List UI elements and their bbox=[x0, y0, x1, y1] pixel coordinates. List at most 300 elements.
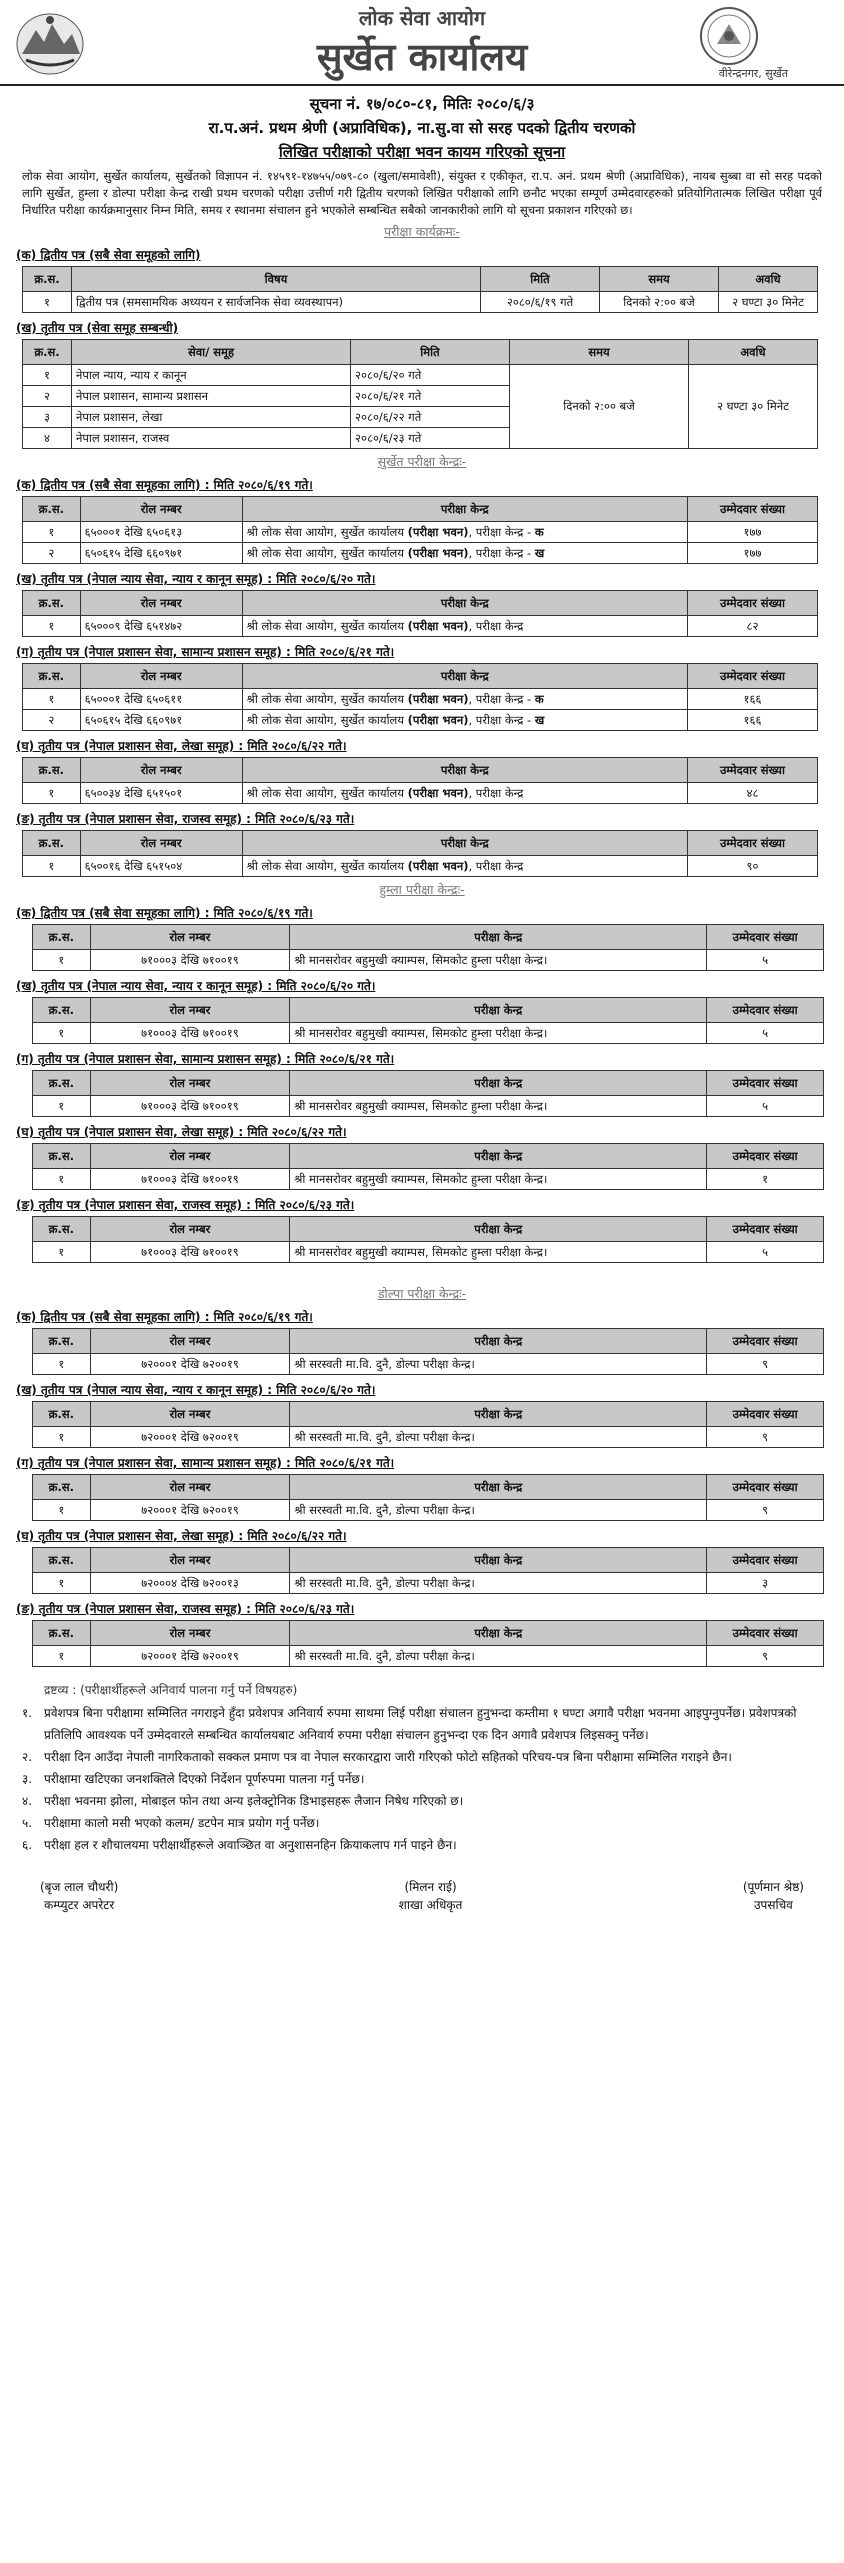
col-roll: रोल नम्बर bbox=[90, 1217, 290, 1242]
schedule-paper2-title: (क) द्वितीय पत्र (सबै सेवा समूहको लागि) bbox=[16, 248, 201, 262]
note-number: ४. bbox=[22, 1794, 33, 1808]
col-date: मिति bbox=[481, 267, 600, 292]
cell-center: श्री सरस्वती मा.वि. दुनै, डोल्पा परीक्षा केन्द्र। bbox=[290, 1500, 707, 1521]
dolpa-table-wrap bbox=[32, 1474, 844, 1521]
cell-roll: ६५०६१५ देखि ६६०९७१ bbox=[80, 710, 242, 731]
exam-hall-label: (परीक्षा भवन) bbox=[407, 691, 469, 706]
col-count: उम्मेदवार संख्या bbox=[707, 1144, 824, 1169]
col-roll: रोल नम्बर bbox=[80, 831, 242, 856]
note-text: परीक्षामा खटिएका जनशक्तिले दिएको निर्देशन पूर्णरुपमा पालना गर्नु पर्नेछ। bbox=[44, 1772, 365, 1786]
cell-sn: १ bbox=[33, 1169, 91, 1190]
schedule-paper3-title: (ख) तृतीय पत्र (सेवा समूह सम्बन्धी) bbox=[16, 321, 179, 335]
table-row bbox=[33, 1242, 824, 1263]
humla-group-title: (ङ) तृतीय पत्र (नेपाल प्रशासन सेवा, राजस्व समूह) : मिति २०८०/६/२३ गते। bbox=[16, 1198, 355, 1212]
col-roll: रोल नम्बर bbox=[90, 998, 290, 1023]
dolpa-center-table bbox=[32, 1401, 824, 1448]
table-header-row bbox=[33, 1475, 824, 1500]
signatory-name: (बृज लाल चौधरी) bbox=[40, 1880, 119, 1894]
center-label: , परीक्षा केन्द्र - bbox=[468, 524, 535, 539]
col-center: परीक्षा केन्द्र bbox=[242, 664, 687, 689]
cell-center: श्री सरस्वती मा.वि. दुनै, डोल्पा परीक्षा केन्द्र। bbox=[290, 1573, 707, 1594]
table-header-row bbox=[33, 1071, 824, 1096]
col-roll: रोल नम्बर bbox=[80, 591, 242, 616]
table-row bbox=[33, 950, 824, 971]
col-count: उम्मेदवार संख्या bbox=[707, 998, 824, 1023]
table-row bbox=[33, 1354, 824, 1375]
signature-block bbox=[40, 1878, 118, 1914]
table-row bbox=[23, 292, 818, 313]
surkhet-table-wrap bbox=[22, 830, 844, 877]
note-item bbox=[22, 1790, 822, 1812]
dolpa-group-title: (क) द्वितीय पत्र (सबै सेवा समूहका लागि) : मिति २०८०/६/१९ गते। bbox=[16, 1310, 313, 1324]
cell-roll: ७१०००३ देखि ७१००१९ bbox=[90, 1242, 290, 1263]
note-number: १. bbox=[22, 1706, 33, 1720]
table-header-row bbox=[23, 497, 818, 522]
table-header-row bbox=[33, 1621, 824, 1646]
cell-center bbox=[242, 689, 687, 710]
cell-sn: १ bbox=[23, 856, 81, 877]
note-number: ३. bbox=[22, 1772, 33, 1786]
cell-roll: ७२०००१ देखि ७२००१९ bbox=[90, 1500, 290, 1521]
dolpa-center-heading: डोल्पा परीक्षा केन्द्रः- bbox=[377, 1286, 467, 1301]
surkhet-center-table bbox=[22, 496, 818, 564]
cell-roll: ७१०००३ देखि ७१००१९ bbox=[90, 950, 290, 971]
table-row bbox=[33, 1169, 824, 1190]
surkhet-center-table bbox=[22, 663, 818, 731]
col-count: उम्मेदवार संख्या bbox=[707, 1329, 824, 1354]
center-name: श्री लोक सेवा आयोग, सुर्खेत कार्यालय bbox=[246, 545, 408, 560]
surkhet-table-wrap bbox=[22, 663, 844, 731]
note-item bbox=[22, 1834, 822, 1856]
surkhet-table-wrap bbox=[22, 590, 844, 637]
cell-count: ९० bbox=[687, 856, 817, 877]
table-header-row bbox=[23, 664, 818, 689]
surkhet-group-title: (घ) तृतीय पत्र (नेपाल प्रशासन सेवा, लेखा समूह) : मिति २०८०/६/२२ गते। bbox=[16, 739, 347, 753]
table-row bbox=[33, 1023, 824, 1044]
col-roll: रोल नम्बर bbox=[90, 1071, 290, 1096]
humla-table-wrap bbox=[32, 1143, 844, 1190]
cell-sn: २ bbox=[23, 386, 72, 407]
col-center: परीक्षा केन्द्र bbox=[290, 1402, 707, 1427]
humla-group-title: (क) द्वितीय पत्र (सबै सेवा समूहका लागि) : मिति २०८०/६/१९ गते। bbox=[16, 906, 313, 920]
col-sn: क्र.स. bbox=[23, 497, 81, 522]
col-center: परीक्षा केन्द्र bbox=[290, 1217, 707, 1242]
cell-sn: १ bbox=[23, 616, 81, 637]
col-roll: रोल नम्बर bbox=[80, 664, 242, 689]
table-row bbox=[23, 783, 818, 804]
table-header-row bbox=[33, 998, 824, 1023]
cell-time: दिनको २:०० बजे bbox=[600, 292, 719, 313]
exam-hall-label: (परीक्षा भवन) bbox=[407, 785, 469, 800]
surkhet-center-table bbox=[22, 757, 818, 804]
cell-service: नेपाल प्रशासन, लेखा bbox=[72, 407, 351, 428]
exam-hall-label: (परीक्षा भवन) bbox=[407, 858, 469, 873]
cell-duration: २ घण्टा ३० मिनेट bbox=[689, 365, 818, 449]
col-subject: विषय bbox=[72, 267, 481, 292]
cell-sn: १ bbox=[23, 365, 72, 386]
notice-intro: लोक सेवा आयोग, सुर्खेत कार्यालय, सुर्खेतको विज्ञापन नं. १४५९१-१४७५५/०७९-८० (खुला/समावेशी), संयुक्त र एकीकृत, रा.प. अनं. प्रथम श्रेणी (अप्राविधिक), नायब सुब्बा वा सो सरह पदको लागि सुर्खेत, हुम्ला र डोल्पा परीक्षा केन्द्र राखी प्रथम चरणको परीक्षा उत्तीर्ण गरी द्वितीय चरणको लिखित परीक्षाको लागि छनौट भएका सम्पूर्ण उम्मेदवारहरुको प्रतियोगितात्मक लिखित परीक्षा पूर्व निर्धारित परीक्षा कार्यक्रमानुसार निम्न मिति, समय र स्थानमा संचालन हुने भएकोले सम्बन्धित सबैको जानकारीको लागि यो सूचना प्रकाशन गरिएको छ। bbox=[22, 169, 822, 217]
dolpa-group-title: (ङ) तृतीय पत्र (नेपाल प्रशासन सेवा, राजस्व समूह) : मिति २०८०/६/२३ गते। bbox=[16, 1602, 355, 1616]
cell-count: ९ bbox=[707, 1354, 824, 1375]
cell-center: श्री मानसरोवर बहुमुखी क्याम्पस, सिमकोट हुम्ला परीक्षा केन्द्र। bbox=[290, 950, 707, 971]
dolpa-center-table bbox=[32, 1547, 824, 1594]
table-row bbox=[33, 1096, 824, 1117]
center-name: श्री लोक सेवा आयोग, सुर्खेत कार्यालय bbox=[246, 691, 408, 706]
exam-hall-label: (परीक्षा भवन) bbox=[407, 545, 469, 560]
signature-block bbox=[399, 1878, 463, 1914]
col-center: परीक्षा केन्द्र bbox=[242, 591, 687, 616]
col-center: परीक्षा केन्द्र bbox=[290, 1144, 707, 1169]
cell-sn: १ bbox=[33, 1354, 91, 1375]
humla-group-title: (ग) तृतीय पत्र (नेपाल प्रशासन सेवा, सामान्य प्रशासन समूह) : मिति २०८०/६/२१ गते। bbox=[16, 1052, 395, 1066]
note-text: परीक्षामा कालो मसी भएको कलम/ डटपेन मात्र प्रयोग गर्नु पर्नेछ। bbox=[44, 1816, 320, 1830]
table-header-row bbox=[33, 1548, 824, 1573]
office-location: वीरेन्द्रनगर, सुर्खेत bbox=[718, 67, 788, 80]
col-count: उम्मेदवार संख्या bbox=[707, 1475, 824, 1500]
center-code: ख bbox=[534, 545, 545, 560]
dolpa-center-table bbox=[32, 1328, 824, 1375]
table-row bbox=[23, 365, 818, 386]
col-sn: क्र.स. bbox=[23, 758, 81, 783]
cell-sn: २ bbox=[23, 710, 81, 731]
table-row bbox=[23, 856, 818, 877]
exam-hall-label: (परीक्षा भवन) bbox=[407, 712, 469, 727]
cell-sn: ४ bbox=[23, 428, 72, 449]
cell-sn: १ bbox=[33, 950, 91, 971]
office-name: सुर्खेत कार्यालय bbox=[316, 34, 528, 79]
col-sn: क्र.स. bbox=[23, 831, 81, 856]
cell-sn: १ bbox=[23, 292, 72, 313]
signature-block bbox=[743, 1878, 804, 1914]
col-center: परीक्षा केन्द्र bbox=[290, 1071, 707, 1096]
center-code: क bbox=[534, 691, 544, 706]
center-label: , परीक्षा केन्द्र bbox=[468, 785, 524, 800]
cell-roll: ७२०००४ देखि ७२००१३ bbox=[90, 1573, 290, 1594]
humla-center-heading: हुम्ला परीक्षा केन्द्रः- bbox=[379, 882, 465, 897]
col-sn: क्र.स. bbox=[33, 1217, 91, 1242]
signatory-name: (मिलन राई) bbox=[404, 1880, 457, 1894]
note-item bbox=[22, 1768, 822, 1790]
col-sn: क्र.स. bbox=[33, 925, 91, 950]
table-header-row bbox=[23, 758, 818, 783]
cell-roll: ६५०००१ देखि ६५०६११ bbox=[80, 689, 242, 710]
col-duration: अवधि bbox=[689, 340, 818, 365]
table-row bbox=[23, 543, 818, 564]
cell-sn: १ bbox=[33, 1500, 91, 1521]
exam-hall-label: (परीक्षा भवन) bbox=[407, 618, 469, 633]
col-roll: रोल नम्बर bbox=[80, 758, 242, 783]
note-number: ५. bbox=[22, 1816, 33, 1830]
cell-roll: ७२०००१ देखि ७२००१९ bbox=[90, 1646, 290, 1667]
table-header-row bbox=[33, 1402, 824, 1427]
cell-center: श्री मानसरोवर बहुमुखी क्याम्पस, सिमकोट हुम्ला परीक्षा केन्द्र। bbox=[290, 1169, 707, 1190]
center-name: श्री लोक सेवा आयोग, सुर्खेत कार्यालय bbox=[246, 858, 408, 873]
cell-sn: ३ bbox=[23, 407, 72, 428]
cell-roll: ७१०००३ देखि ७१००१९ bbox=[90, 1169, 290, 1190]
center-label: , परीक्षा केन्द्र bbox=[468, 858, 524, 873]
col-sn: क्र.स. bbox=[33, 1475, 91, 1500]
col-roll: रोल नम्बर bbox=[90, 1402, 290, 1427]
col-sn: क्र.स. bbox=[23, 591, 81, 616]
notice-subtitle: लिखित परीक्षाको परीक्षा भवन कायम गरिएको सूचना bbox=[278, 143, 566, 161]
cell-roll: ६५०६१५ देखि ६६०९७१ bbox=[80, 543, 242, 564]
cell-count: ९ bbox=[707, 1500, 824, 1521]
col-date: मिति bbox=[351, 340, 510, 365]
col-center: परीक्षा केन्द्र bbox=[290, 998, 707, 1023]
col-center: परीक्षा केन्द्र bbox=[290, 1329, 707, 1354]
center-name: श्री लोक सेवा आयोग, सुर्खेत कार्यालय bbox=[246, 785, 408, 800]
table-header-row bbox=[23, 591, 818, 616]
col-count: उम्मेदवार संख्या bbox=[707, 1621, 824, 1646]
dolpa-table-wrap bbox=[32, 1401, 844, 1448]
dolpa-table-wrap bbox=[32, 1547, 844, 1594]
col-sn: क्र.स. bbox=[23, 267, 72, 292]
col-center: परीक्षा केन्द्र bbox=[290, 1475, 707, 1500]
surkhet-group-title: (ङ) तृतीय पत्र (नेपाल प्रशासन सेवा, राजस्व समूह) : मिति २०८०/६/२३ गते। bbox=[16, 812, 355, 826]
humla-group-title: (घ) तृतीय पत्र (नेपाल प्रशासन सेवा, लेखा समूह) : मिति २०८०/६/२२ गते। bbox=[16, 1125, 347, 1139]
col-roll: रोल नम्बर bbox=[80, 497, 242, 522]
col-sn: क्र.स. bbox=[33, 1071, 91, 1096]
table-header-row bbox=[33, 1217, 824, 1242]
cell-count: ३ bbox=[707, 1573, 824, 1594]
col-roll: रोल नम्बर bbox=[90, 1329, 290, 1354]
cell-count: ५ bbox=[707, 1023, 824, 1044]
col-count: उम्मेदवार संख्या bbox=[707, 1217, 824, 1242]
col-sn: क्र.स. bbox=[33, 1144, 91, 1169]
surkhet-table-wrap bbox=[22, 496, 844, 564]
note-number: २. bbox=[22, 1750, 33, 1764]
cell-date: २०८०/६/२२ गते bbox=[351, 407, 510, 428]
cell-service: नेपाल प्रशासन, सामान्य प्रशासन bbox=[72, 386, 351, 407]
table-row bbox=[23, 522, 818, 543]
col-center: परीक्षा केन्द्र bbox=[290, 1621, 707, 1646]
cell-count: १६६ bbox=[687, 689, 817, 710]
table-header-row bbox=[33, 1144, 824, 1169]
dolpa-group-title: (ग) तृतीय पत्र (नेपाल प्रशासन सेवा, सामान्य प्रशासन समूह) : मिति २०८०/६/२१ गते। bbox=[16, 1456, 395, 1470]
cell-center: श्री मानसरोवर बहुमुखी क्याम्पस, सिमकोट हुम्ला परीक्षा केन्द्र। bbox=[290, 1096, 707, 1117]
col-time: समय bbox=[510, 340, 689, 365]
schedule-paper2-table bbox=[22, 266, 818, 313]
cell-roll: ६५००३४ देखि ६५१५०१ bbox=[80, 783, 242, 804]
table-row bbox=[33, 1646, 824, 1667]
table-row bbox=[33, 1427, 824, 1448]
col-center: परीक्षा केन्द्र bbox=[290, 925, 707, 950]
col-center: परीक्षा केन्द्र bbox=[242, 831, 687, 856]
col-count: उम्मेदवार संख्या bbox=[707, 1548, 824, 1573]
note-item bbox=[22, 1746, 822, 1768]
cell-date: २०८०/६/२० गते bbox=[351, 365, 510, 386]
surkhet-center-table bbox=[22, 590, 818, 637]
col-service: सेवा/ समूह bbox=[72, 340, 351, 365]
schedule-heading: परीक्षा कार्यक्रमः- bbox=[384, 224, 460, 239]
table-row bbox=[23, 710, 818, 731]
table-row bbox=[23, 616, 818, 637]
col-duration: अवधि bbox=[719, 267, 818, 292]
humla-center-groups bbox=[0, 904, 844, 1263]
table-header-row bbox=[33, 925, 824, 950]
notes-heading: द्रष्टव्य : (परीक्षार्थीहरूले अनिवार्य पालना गर्नु पर्ने विषयहरु) bbox=[44, 1683, 298, 1697]
humla-table-wrap bbox=[32, 997, 844, 1044]
col-count: उम्मेदवार संख्या bbox=[687, 497, 817, 522]
notice-number: सूचना नं. १७/०८०-८१, मितिः २०८०/६/३ bbox=[309, 95, 535, 113]
cell-count: १७७ bbox=[687, 522, 817, 543]
center-name: श्री लोक सेवा आयोग, सुर्खेत कार्यालय bbox=[246, 712, 408, 727]
dolpa-center-table bbox=[32, 1474, 824, 1521]
signature-row bbox=[40, 1878, 804, 1914]
col-roll: रोल नम्बर bbox=[90, 1475, 290, 1500]
cell-duration: २ घण्टा ३० मिनेट bbox=[719, 292, 818, 313]
note-number: ६. bbox=[22, 1838, 33, 1852]
cell-roll: ६५००१६ देखि ६५१५०४ bbox=[80, 856, 242, 877]
notes-list bbox=[22, 1702, 822, 1856]
col-count: उम्मेदवार संख्या bbox=[687, 591, 817, 616]
col-center: परीक्षा केन्द्र bbox=[242, 497, 687, 522]
cell-sn: २ bbox=[23, 543, 81, 564]
cell-center: श्री मानसरोवर बहुमुखी क्याम्पस, सिमकोट हुम्ला परीक्षा केन्द्र। bbox=[290, 1242, 707, 1263]
cell-count: ४८ bbox=[687, 783, 817, 804]
cell-center bbox=[242, 543, 687, 564]
cell-sn: १ bbox=[33, 1023, 91, 1044]
col-count: उम्मेदवार संख्या bbox=[707, 1071, 824, 1096]
cell-count: ५ bbox=[707, 1242, 824, 1263]
col-sn: क्र.स. bbox=[23, 340, 72, 365]
humla-table-wrap bbox=[32, 1070, 844, 1117]
cell-roll: ७२०००१ देखि ७२००१९ bbox=[90, 1427, 290, 1448]
center-code: क bbox=[534, 524, 544, 539]
col-count: उम्मेदवार संख्या bbox=[687, 664, 817, 689]
cell-center: श्री सरस्वती मा.वि. दुनै, डोल्पा परीक्षा केन्द्र। bbox=[290, 1646, 707, 1667]
col-count: उम्मेदवार संख्या bbox=[707, 925, 824, 950]
center-code: ख bbox=[534, 712, 545, 727]
col-sn: क्र.स. bbox=[33, 998, 91, 1023]
surkhet-group-title: (ग) तृतीय पत्र (नेपाल प्रशासन सेवा, सामान्य प्रशासन समूह) : मिति २०८०/६/२१ गते। bbox=[16, 645, 395, 659]
dolpa-group-title: (ख) तृतीय पत्र (नेपाल न्याय सेवा, न्याय र कानून समूह) : मिति २०८०/६/२० गते। bbox=[16, 1383, 376, 1397]
humla-table-wrap bbox=[32, 1216, 844, 1263]
cell-center bbox=[242, 522, 687, 543]
cell-count: १ bbox=[707, 1169, 824, 1190]
col-sn: क्र.स. bbox=[23, 664, 81, 689]
signatory-post: कम्प्युटर अपरेटर bbox=[44, 1898, 115, 1912]
humla-center-table bbox=[32, 924, 824, 971]
cell-date: २०८०/६/२१ गते bbox=[351, 386, 510, 407]
cell-center bbox=[242, 783, 687, 804]
cell-sn: १ bbox=[33, 1427, 91, 1448]
cell-sn: १ bbox=[33, 1646, 91, 1667]
surkhet-center-groups bbox=[0, 476, 844, 877]
note-text: परीक्षा हल र शौचालयमा परीक्षार्थीहरूले अवाञ्छित वा अनुशासनहिन क्रियाकलाप गर्न पाइने छैन। bbox=[44, 1838, 457, 1852]
note-text: परीक्षा भवनमा झोला, मोबाइल फोन तथा अन्य इलेक्ट्रोनिक डिभाइसहरू लैजान निषेध गरिएको छ। bbox=[44, 1794, 464, 1808]
exam-hall-label: (परीक्षा भवन) bbox=[407, 524, 469, 539]
signatory-name: (पूर्णमान श्रेष्ठ) bbox=[742, 1880, 804, 1894]
schedule-paper3-table bbox=[22, 339, 818, 449]
cell-service: नेपाल न्याय, न्याय र कानून bbox=[72, 365, 351, 386]
humla-center-table bbox=[32, 1143, 824, 1190]
cell-roll: ७२०००१ देखि ७२००१९ bbox=[90, 1354, 290, 1375]
table-row bbox=[33, 1573, 824, 1594]
cell-sn: १ bbox=[23, 783, 81, 804]
cell-roll: ७१०००३ देखि ७१००१९ bbox=[90, 1096, 290, 1117]
cell-count: ५ bbox=[707, 950, 824, 971]
cell-count: १७७ bbox=[687, 543, 817, 564]
table-row bbox=[33, 1500, 824, 1521]
cell-count: ८२ bbox=[687, 616, 817, 637]
cell-roll: ७१०००३ देखि ७१००१९ bbox=[90, 1023, 290, 1044]
col-roll: रोल नम्बर bbox=[90, 925, 290, 950]
surkhet-table-wrap bbox=[22, 757, 844, 804]
dolpa-table-wrap bbox=[32, 1620, 844, 1667]
col-roll: रोल नम्बर bbox=[90, 1621, 290, 1646]
humla-center-table bbox=[32, 997, 824, 1044]
cell-count: ५ bbox=[707, 1096, 824, 1117]
col-count: उम्मेदवार संख्या bbox=[687, 831, 817, 856]
note-text: प्रवेशपत्र बिना परीक्षामा सम्मिलित नगराइने हुँदा प्रवेशपत्र अनिवार्य रुपमा साथमा लिई परीक्षा संचालन हुनुभन्दा कम्तीमा १ घण्टा अगावै परीक्षा भवनमा आइपुग्नुपर्नेछ। प्रवेशपत्रको प्रतिलिपि आवश्यक पर्ने उम्मेदवारले सम्बन्धित कार्यालयबाट अनिवार्य रुपमा परीक्षा संचालन हुनुभन्दा एक दिन अगावै प्रवेशपत्र लिइसक्नु पर्नेछ। bbox=[44, 1706, 797, 1742]
signatory-post: उपसचिव bbox=[753, 1898, 793, 1912]
dolpa-center-table bbox=[32, 1620, 824, 1667]
cell-date: २०८०/६/१९ गते bbox=[481, 292, 600, 313]
signatory-post: शाखा अधिकृत bbox=[398, 1898, 463, 1912]
notice-title: रा.प.अनं. प्रथम श्रेणी (अप्राविधिक), ना.सु.वा सो सरह पदको द्वितीय चरणको bbox=[208, 119, 636, 137]
humla-table-wrap bbox=[32, 924, 844, 971]
center-label: , परीक्षा केन्द्र bbox=[468, 618, 524, 633]
cell-date: २०८०/६/२३ गते bbox=[351, 428, 510, 449]
table-header-row bbox=[23, 831, 818, 856]
cell-subject: द्वितीय पत्र (समसामयिक अध्ययन र सार्वजनिक सेवा व्यवस्थापन) bbox=[72, 292, 481, 313]
dolpa-group-title: (घ) तृतीय पत्र (नेपाल प्रशासन सेवा, लेखा समूह) : मिति २०८०/६/२२ गते। bbox=[16, 1529, 347, 1543]
note-item bbox=[22, 1702, 822, 1746]
cell-time: दिनको २:०० बजे bbox=[510, 365, 689, 449]
cell-center: श्री सरस्वती मा.वि. दुनै, डोल्पा परीक्षा केन्द्र। bbox=[290, 1427, 707, 1448]
table-header-row bbox=[33, 1329, 824, 1354]
col-sn: क्र.स. bbox=[33, 1402, 91, 1427]
center-name: श्री लोक सेवा आयोग, सुर्खेत कार्यालय bbox=[246, 618, 408, 633]
surkhet-group-title: (क) द्वितीय पत्र (सबै सेवा समूहका लागि) : मिति २०८०/६/१९ गते। bbox=[16, 478, 313, 492]
cell-sn: १ bbox=[23, 689, 81, 710]
psc-seal-icon bbox=[684, 6, 774, 66]
cell-center bbox=[242, 710, 687, 731]
cell-center: श्री सरस्वती मा.वि. दुनै, डोल्पा परीक्षा केन्द्र। bbox=[290, 1354, 707, 1375]
cell-count: ९ bbox=[707, 1646, 824, 1667]
cell-roll: ६५०००९ देखि ६५१४७२ bbox=[80, 616, 242, 637]
cell-service: नेपाल प्रशासन, राजस्व bbox=[72, 428, 351, 449]
col-center: परीक्षा केन्द्र bbox=[290, 1548, 707, 1573]
col-sn: क्र.स. bbox=[33, 1548, 91, 1573]
humla-group-title: (ख) तृतीय पत्र (नेपाल न्याय सेवा, न्याय र कानून समूह) : मिति २०८०/६/२० गते। bbox=[16, 979, 376, 993]
cell-sn: १ bbox=[33, 1242, 91, 1263]
note-item bbox=[22, 1812, 822, 1834]
col-time: समय bbox=[600, 267, 719, 292]
col-sn: क्र.स. bbox=[33, 1329, 91, 1354]
cell-roll: ६५०००१ देखि ६५०६१३ bbox=[80, 522, 242, 543]
surkhet-group-title: (ख) तृतीय पत्र (नेपाल न्याय सेवा, न्याय र कानून समूह) : मिति २०८०/६/२० गते। bbox=[16, 572, 376, 586]
table-row bbox=[23, 689, 818, 710]
col-count: उम्मेदवार संख्या bbox=[707, 1402, 824, 1427]
col-roll: रोल नम्बर bbox=[90, 1548, 290, 1573]
note-text: परीक्षा दिन आउँदा नेपाली नागरिकताको सक्कल प्रमाण पत्र वा नेपाल सरकारद्वारा जारी गरिएको फोटो सहितको परिचय-पत्र बिना परीक्षामा सम्मिलित गराइने छैन। bbox=[44, 1750, 732, 1764]
center-label: , परीक्षा केन्द्र - bbox=[468, 691, 535, 706]
cell-sn: १ bbox=[33, 1573, 91, 1594]
cell-count: १६६ bbox=[687, 710, 817, 731]
cell-center bbox=[242, 616, 687, 637]
center-label: , परीक्षा केन्द्र - bbox=[468, 712, 535, 727]
surkhet-center-table bbox=[22, 830, 818, 877]
surkhet-center-heading: सुर्खेत परीक्षा केन्द्रः- bbox=[377, 454, 467, 469]
cell-center: श्री मानसरोवर बहुमुखी क्याम्पस, सिमकोट हुम्ला परीक्षा केन्द्र। bbox=[290, 1023, 707, 1044]
col-sn: क्र.स. bbox=[33, 1621, 91, 1646]
cell-center bbox=[242, 856, 687, 877]
cell-sn: १ bbox=[23, 522, 81, 543]
humla-center-table bbox=[32, 1216, 824, 1263]
cell-count: ९ bbox=[707, 1427, 824, 1448]
